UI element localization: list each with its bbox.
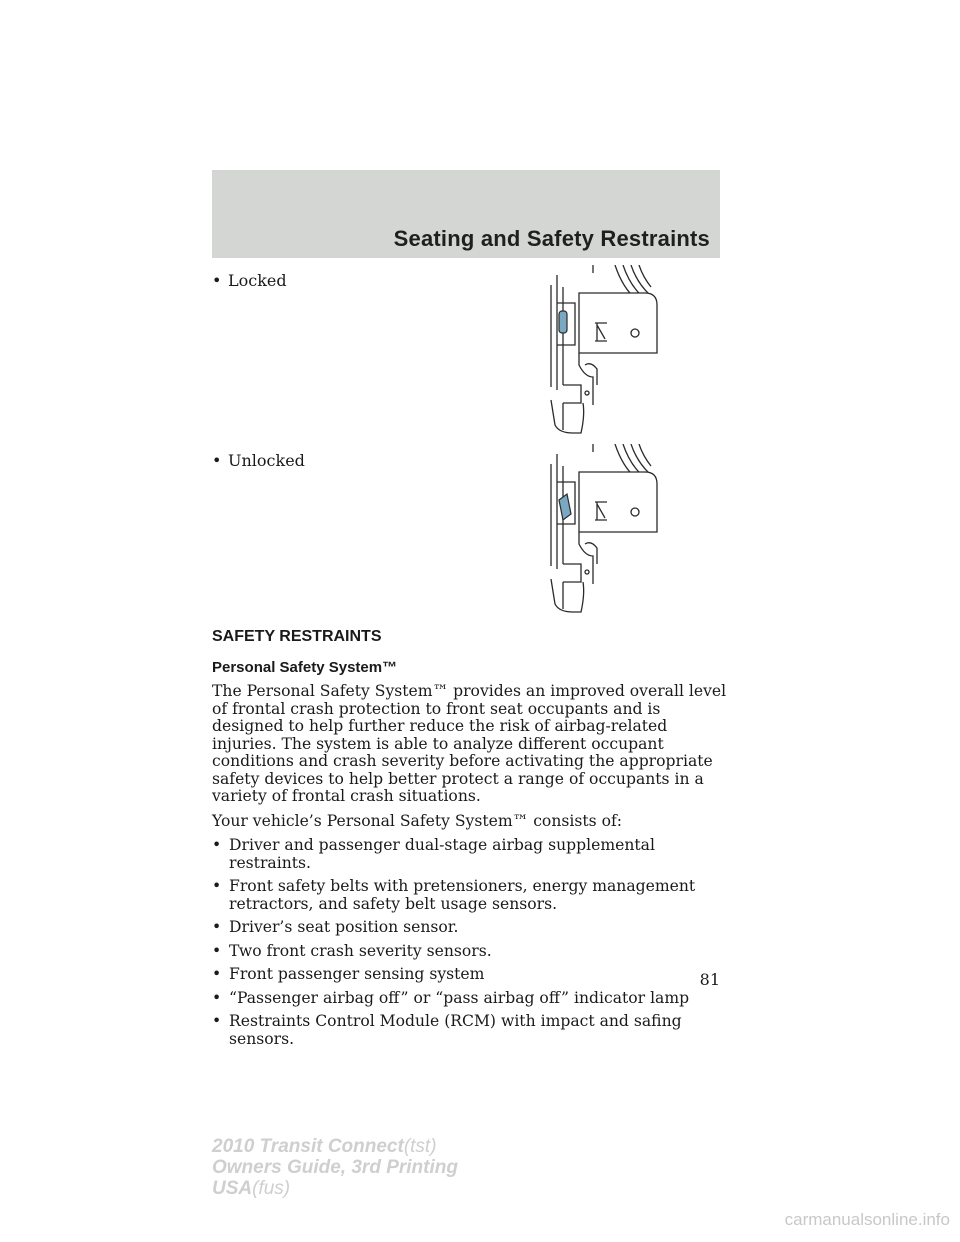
unlocked-item: • Unlocked [212, 451, 305, 470]
section-subheading: Personal Safety System™ [212, 658, 398, 676]
site-watermark: carmanualsonline.info [784, 1210, 950, 1229]
intro-paragraph: The Personal Safety System™ provides an improved overall level of frontal crash protection to front seat occupants and is designed to help further reduce the risk of airbag-related injuries. The system is able to analyze different occupant conditions and crash severity before activating the appropriate safety devices to help better protect a range of occupants in a variety of frontal crash situations. [212, 682, 727, 805]
document-footer [212, 1136, 458, 1199]
list-item: • Driver and passenger dual-stage airbag supplemental restraints. [212, 837, 732, 872]
page-number: 81 [699, 970, 720, 989]
seat-latch-unlocked-illustration [545, 444, 665, 614]
section-title: Seating and Safety Restraints [393, 226, 710, 251]
footer-model: 2010 Transit Connect [212, 1136, 404, 1157]
list-item: • Two front crash severity sensors. [212, 943, 732, 961]
locked-label: Locked [228, 271, 287, 290]
list-item: • Front safety belts with pretensioners, energy management retractors, and safety belt usage sensors. [212, 878, 732, 913]
list-item: • Restraints Control Module (RCM) with impact and safing sensors. [212, 1013, 732, 1048]
list-item: • “Passenger airbag off” or “pass airbag off” indicator lamp [212, 990, 732, 1008]
list-item: • Front passenger sensing system [212, 966, 732, 984]
consists-of-paragraph: Your vehicle’s Personal Safety System™ consists of: [212, 811, 622, 830]
footer-market: USA [212, 1178, 253, 1199]
list-item: • Driver’s seat position sensor. [212, 919, 732, 937]
footer-model-code: (tst) [403, 1136, 437, 1157]
unlocked-label: Unlocked [228, 451, 305, 470]
section-header [212, 170, 720, 258]
seat-latch-locked-illustration [545, 265, 665, 435]
footer-market-code: (fus) [252, 1178, 291, 1199]
footer-printing: Owners Guide, 3rd Printing [212, 1157, 458, 1178]
safety-restraints-section [212, 628, 732, 1054]
locked-item: • Locked [212, 271, 287, 290]
system-components-list [212, 837, 732, 1048]
section-heading: SAFETY RESTRAINTS [212, 628, 382, 645]
